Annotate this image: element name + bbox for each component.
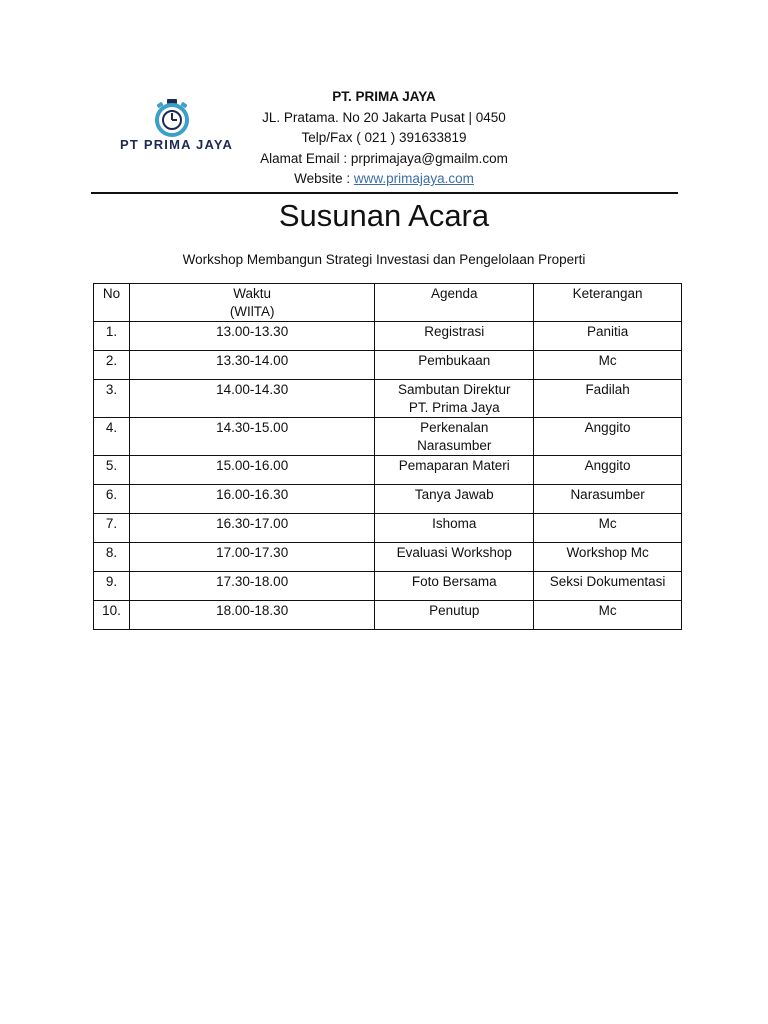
cell-time: 15.00-16.00 [129, 456, 374, 485]
table-row [94, 543, 682, 572]
cell-agenda: Sambutan Direktur PT. Prima Jaya [375, 380, 534, 418]
table-row [94, 418, 682, 456]
cell-time: 18.00-18.30 [129, 601, 374, 630]
cell-time: 16.30-17.00 [129, 514, 374, 543]
letterhead [234, 87, 534, 190]
header-keterangan: Keterangan [534, 284, 682, 322]
cell-time: 13.30-14.00 [129, 351, 374, 380]
table-row [94, 572, 682, 601]
cell-agenda: Tanya Jawab [375, 485, 534, 514]
cell-no: 1. [94, 322, 130, 351]
table-row [94, 485, 682, 514]
table-row [94, 351, 682, 380]
cell-keterangan: Mc [534, 351, 682, 380]
cell-time: 17.30-18.00 [129, 572, 374, 601]
cell-keterangan: Anggito [534, 418, 682, 456]
stopwatch-icon [150, 98, 194, 138]
cell-no: 5. [94, 456, 130, 485]
table-row [94, 514, 682, 543]
cell-agenda: Registrasi [375, 322, 534, 351]
cell-keterangan: Fadilah [534, 380, 682, 418]
cell-keterangan: Anggito [534, 456, 682, 485]
cell-keterangan: Panitia [534, 322, 682, 351]
company-address: JL. Pratama. No 20 Jakarta Pusat | 0450 [262, 109, 506, 125]
cell-time: 13.00-13.30 [129, 322, 374, 351]
cell-time: 16.00-16.30 [129, 485, 374, 514]
schedule-table [93, 283, 682, 630]
website-link[interactable]: www.primajaya.com [353, 171, 474, 186]
table-row [94, 380, 682, 418]
cell-no: 4. [94, 418, 130, 456]
cell-keterangan: Narasumber [534, 485, 682, 514]
cell-no: 6. [94, 485, 130, 514]
cell-agenda: Pemaparan Materi [375, 456, 534, 485]
company-phone: Telp/Fax ( 021 ) 391633819 [301, 130, 467, 145]
table-header-row [94, 284, 682, 322]
table-row [94, 456, 682, 485]
company-email: Alamat Email : prprimajaya@gmailm.com [260, 150, 508, 166]
cell-time: 14.00-14.30 [129, 380, 374, 418]
page-subtitle: Workshop Membangun Strategi Investasi dan Pengelolaan Properti [182, 252, 586, 267]
company-website [234, 169, 534, 190]
cell-keterangan: Workshop Mc [534, 543, 682, 572]
header-agenda: Agenda [375, 284, 534, 322]
cell-no: 9. [94, 572, 130, 601]
cell-no: 3. [94, 380, 130, 418]
cell-no: 7. [94, 514, 130, 543]
cell-time: 14.30-15.00 [129, 418, 374, 456]
company-logo [100, 86, 250, 186]
cell-agenda: Ishoma [375, 514, 534, 543]
cell-keterangan: Mc [534, 601, 682, 630]
table-row [94, 601, 682, 630]
page-title: Susunan Acara [278, 198, 490, 233]
cell-no: 8. [94, 543, 130, 572]
cell-agenda: Perkenalan Narasumber [375, 418, 534, 456]
header-divider [91, 192, 678, 194]
logo-text: PT PRIMA JAYA [120, 137, 234, 152]
table-row [94, 322, 682, 351]
header-waktu: Waktu (WIlTA) [129, 284, 374, 322]
cell-agenda: Penutup [375, 601, 534, 630]
cell-agenda: Evaluasi Workshop [375, 543, 534, 572]
cell-keterangan: Seksi Dokumentasi [534, 572, 682, 601]
cell-agenda: Foto Bersama [375, 572, 534, 601]
cell-time: 17.00-17.30 [129, 543, 374, 572]
cell-keterangan: Mc [534, 514, 682, 543]
company-name: PT. PRIMA JAYA [332, 89, 436, 104]
cell-no: 10. [94, 601, 130, 630]
cell-no: 2. [94, 351, 130, 380]
header-no: No [94, 284, 130, 322]
website-label: Website : [294, 171, 354, 186]
cell-agenda: Pembukaan [375, 351, 534, 380]
